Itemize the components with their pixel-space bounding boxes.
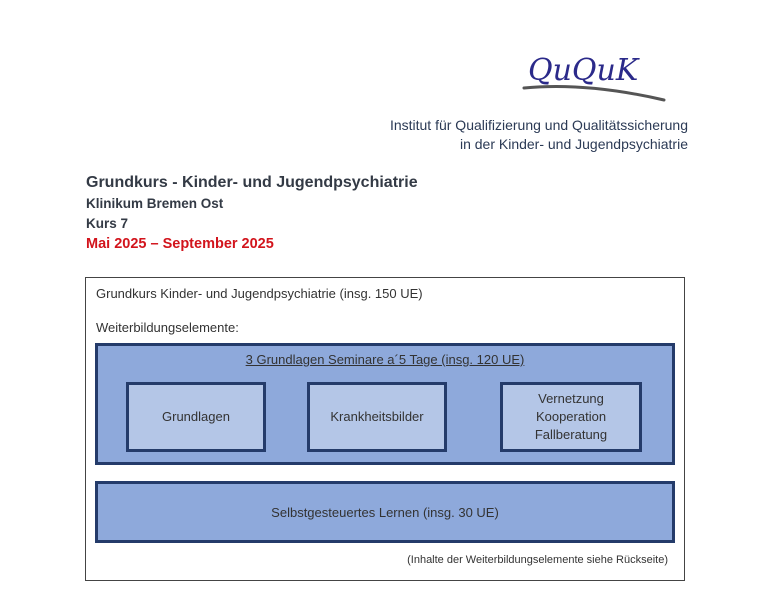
course-location: Klinikum Bremen Ost — [86, 196, 224, 211]
module-grundlagen — [126, 382, 266, 452]
logo-text: QuQuK — [528, 53, 639, 88]
self-learning-label: Selbstgesteuertes Lernen (insg. 30 UE) — [271, 504, 499, 520]
module-label-line-3: Fallberatung — [534, 427, 608, 442]
module-krankheitsbilder — [307, 382, 447, 452]
overview-heading: Grundkurs Kinder- und Jugendpsychiatrie (insg. 150 UE) — [96, 286, 423, 301]
course-number: Kurs 7 — [86, 216, 129, 231]
course-title: Grundkurs - Kinder- und Jugendpsychiatrie — [86, 174, 418, 191]
module-label: Krankheitsbilder — [330, 409, 424, 424]
course-dates: Mai 2025 – September 2025 — [86, 236, 274, 252]
course-header — [86, 172, 418, 254]
elements-label: Weiterbildungselemente: — [96, 320, 239, 335]
seminars-title: 3 Grundlagen Seminare a´5 Tage (insg. 120 UE) — [245, 352, 525, 367]
logo-graphic — [506, 44, 686, 112]
footnote: (Inhalte der Weiterbildungselemente siehe Rückseite) — [407, 554, 668, 566]
ququk-logo — [506, 44, 686, 112]
seminars-box — [95, 343, 675, 465]
module-vernetzung — [500, 382, 642, 452]
module-label: Grundlagen — [162, 409, 230, 424]
institute-line-1: Institut für Qualifizierung und Qualitätssicherung — [389, 117, 688, 133]
institute-name — [390, 116, 688, 154]
course-overview-box — [85, 277, 685, 581]
logo-swoosh — [524, 87, 664, 101]
module-label-line-2: Kooperation — [535, 409, 607, 424]
institute-line-2: in der Kinder- und Jugendpsychiatrie — [459, 136, 688, 152]
self-learning-box — [95, 481, 675, 543]
module-label-line-1: Vernetzung — [538, 391, 604, 406]
